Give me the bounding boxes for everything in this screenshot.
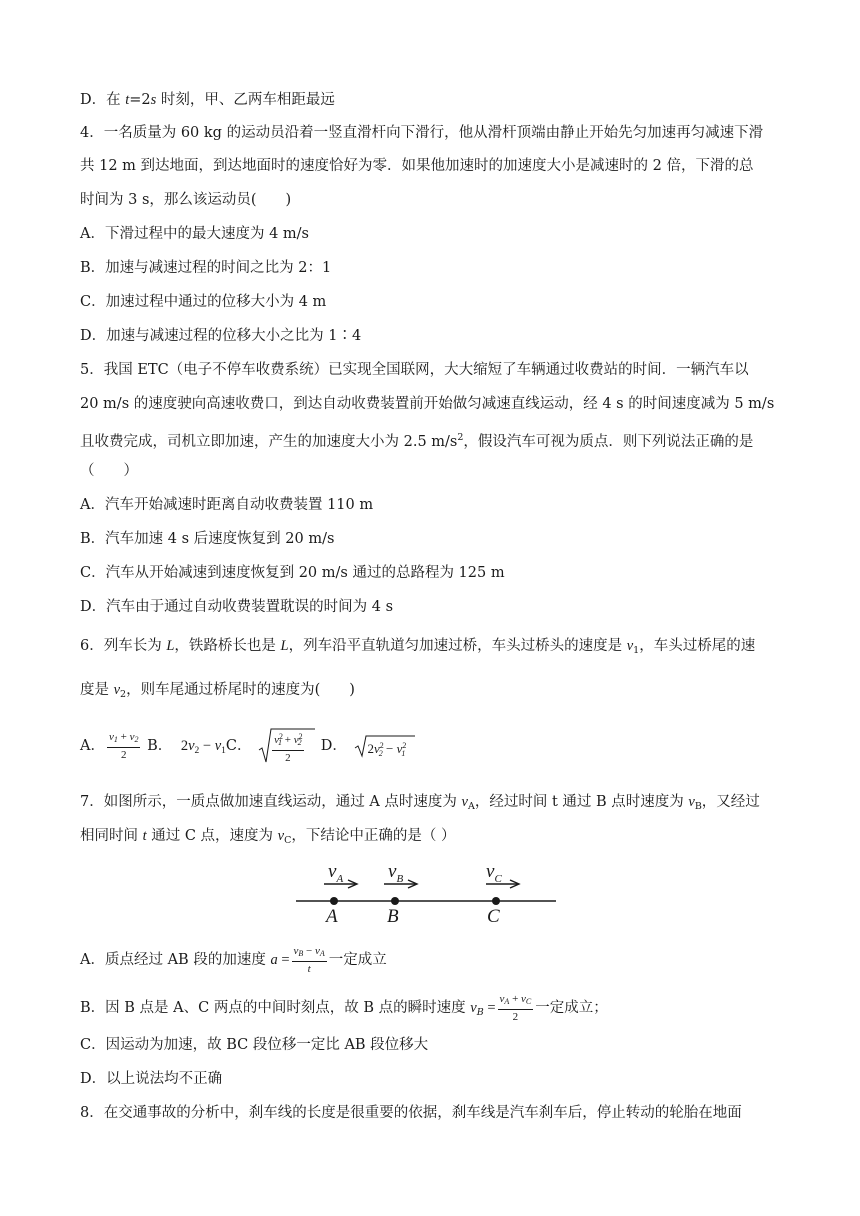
sub-b: B — [476, 1007, 484, 1018]
formula-d: $2v^2_2 - v^2_1$ — [354, 734, 416, 758]
q6-option-a-label: A． — [80, 738, 105, 754]
q7-text-d: 相同时间 — [80, 828, 143, 844]
var-v: v — [470, 1000, 477, 1016]
q3-option-d: D．在 t=2s 时刻，甲、乙两车相距最远 — [80, 92, 335, 108]
q6-text-d: ，车头过桥尾的速 — [639, 638, 756, 654]
formula-mid-velocity: $\frac{vA + vC}{2}$ — [499, 993, 532, 1023]
q6-text-c: ，列车沿平直轨道匀加速过桥，车头过桥头的速度是 — [288, 638, 627, 654]
q5-option-c: C．汽车从开始减速到速度恢复到 20 m/s 通过的总路程为 125 m — [80, 565, 505, 581]
var-v: v — [626, 638, 634, 654]
q7-text-a: 7．如图所示，一质点做加速直线运动，通过 A 点时速度为 — [80, 794, 462, 810]
var-a: a — [270, 952, 278, 968]
q7-option-b: B．因 B 点是 A、C 两点的中间时刻点，故 B 点的瞬时速度 $v_B$ = $\frac{vA + vC}{2}$ 一定成立； — [80, 993, 608, 1023]
point-c — [492, 897, 500, 905]
q6-option-d-label: D． — [320, 738, 347, 754]
point-c-group — [486, 861, 519, 927]
q6-options — [80, 726, 800, 766]
q6-stem-line2 — [80, 680, 800, 705]
q7-option-b-tail: 一定成立； — [535, 1000, 608, 1016]
unit-exponent: 2 — [457, 432, 464, 443]
q4-stem-line2: 共 12 m 到达地面，到达地面时的速度恰好为零．如果他加速时的加速度大小是减速时的 2 倍，下滑的总 — [80, 158, 754, 174]
velocity-label-b: $v_B$ — [388, 861, 404, 885]
var-L: L — [280, 638, 289, 654]
sub-2: 2 — [120, 689, 127, 700]
q7-option-a-tail: 一定成立 — [328, 952, 387, 968]
q4-option-a: A．下滑过程中的最大速度为 4 m/s — [80, 226, 309, 242]
q7-option-a: A．质点经过 AB 段的加速度 a = $\frac{vB - vA}{t}$ 一定成立 — [80, 945, 387, 975]
sub-c: C — [284, 835, 292, 846]
var-v: v — [461, 794, 468, 810]
q7-option-d: D．以上说法均不正确 — [80, 1071, 223, 1087]
point-a-group — [324, 861, 357, 927]
formula-accel: $\frac{vB - vA}{t}$ — [293, 945, 325, 975]
q7-option-a-text: A．质点经过 AB 段的加速度 — [80, 952, 271, 968]
q5-stem-line3 — [80, 428, 800, 452]
point-a — [330, 897, 338, 905]
q8-stem-line1: 8．在交通事故的分析中，刹车线的长度是很重要的依据，刹车线是汽车刹车后，停止转动的轮胎在地面 — [80, 1105, 742, 1121]
q6-text-b: ，铁路桥长也是 — [174, 638, 281, 654]
q6-stem-line1 — [80, 636, 800, 661]
q5-option-b: B．汽车加速 4 s 后速度恢复到 20 m/s — [80, 531, 335, 547]
q6-text-f: ，则车尾通过桥尾时的速度为( ) — [126, 682, 355, 698]
q4-stem-line3: 时间为 3 s，那么该运动员( ) — [80, 192, 292, 208]
formula-a: $\frac{v1 + v2}{2}$ — [108, 731, 139, 761]
q5-option-a: A．汽车开始减速时距离自动收费装置 110 m — [80, 497, 374, 513]
q6-text-e: 度是 — [80, 682, 114, 698]
q7-option-c: C．因运动为加速，故 BC 段位移一定比 AB 段位移大 — [80, 1037, 429, 1053]
point-a-label: A — [326, 906, 338, 927]
var-v: v — [688, 794, 695, 810]
q5-stem-line2: 20 m/s 的速度驶向高速收费口，到达自动收费装置前开始做匀减速直线运动，经 4 s 的时间速度减为 5 m/s — [80, 396, 775, 412]
q5-option-d: D．汽车由于通过自动收费装置耽误的时间为 4 s — [80, 599, 394, 615]
q7-text-e: 通过 C 点，速度为 — [146, 828, 278, 844]
point-b-label: B — [387, 906, 399, 927]
q5-answer-bracket: （ ） — [80, 463, 138, 479]
q7-option-b-text: B．因 B 点是 A、C 两点的中间时刻点，故 B 点的瞬时速度 — [80, 1000, 471, 1016]
var-t: t — [142, 828, 147, 844]
sub-b: B — [694, 801, 702, 812]
q7-text-c: ，又经过 — [701, 794, 760, 810]
q7-stem-line2 — [80, 826, 800, 851]
q4-option-c: C．加速过程中通过的位移大小为 4 m — [80, 294, 327, 310]
formula-b: $2v_2 - v_1$ — [180, 738, 226, 756]
q4-option-b: B．加速与减速过程的时间之比为 2：1 — [80, 260, 332, 276]
q5-stem-line1: 5．我国 ETC（电子不停车收费系统）已实现全国联网，大大缩短了车辆通过收费站的时间．一辆汽车以 — [80, 362, 749, 378]
point-b-group — [384, 861, 417, 927]
q6-option-b-label: B． — [147, 738, 173, 754]
q5-stem-line3-b: ，假设汽车可视为质点．则下列说法正确的是 — [463, 434, 754, 450]
velocity-label-a: $v_A$ — [328, 861, 344, 885]
point-b — [391, 897, 399, 905]
velocity-label-c: $v_C$ — [486, 861, 502, 885]
q7-stem-line1 — [80, 792, 800, 817]
q5-stem-line3-a: 且收费完成，司机立即加速，产生的加速度大小为 2.5 m/s — [80, 434, 458, 450]
point-c-label: C — [487, 906, 500, 927]
q6-text-a: 6．列车长为 — [80, 638, 167, 654]
var-v: v — [113, 682, 121, 698]
sub-1: 1 — [633, 645, 640, 656]
q4-option-d: D．加速与减速过程的位移大小之比为 1∶4 — [80, 328, 362, 344]
var-t: t — [125, 92, 130, 108]
var-L: L — [166, 638, 175, 654]
sub-a: A — [467, 801, 475, 812]
q7-text-b: ，经过时间 t 通过 B 点时速度为 — [474, 794, 689, 810]
q4-stem-line1: 4．一名质量为 60 kg 的运动员沿着一竖直滑杆向下滑行，他从滑杆顶端由静止开始先匀加速再匀减速下滑 — [80, 125, 764, 141]
motion-diagram — [296, 856, 560, 928]
formula-c: $\frac{v^21 + v^22}{2}$ — [258, 726, 316, 766]
var-v: v — [277, 828, 285, 844]
q6-option-c-label: C． — [225, 738, 252, 754]
q7-text-f: ，下结论中正确的是（ ） — [291, 828, 456, 844]
